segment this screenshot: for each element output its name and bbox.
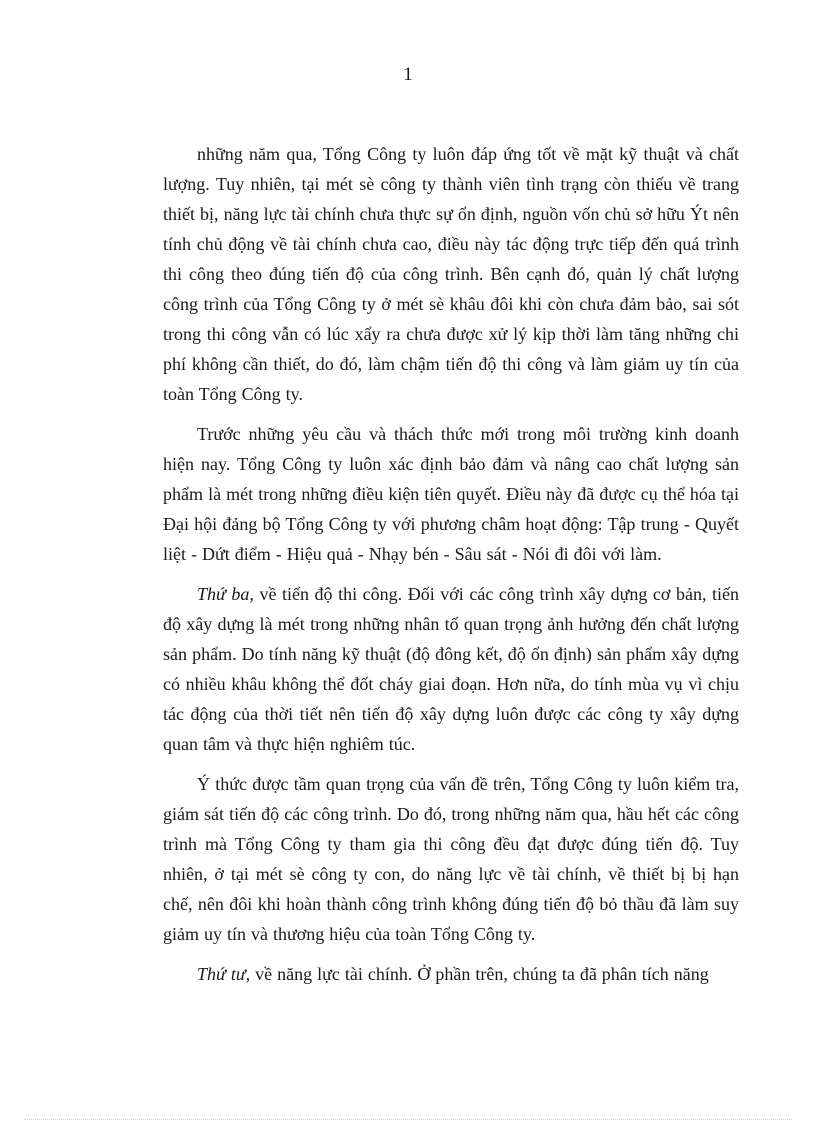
paragraph-4 [163, 769, 739, 949]
paragraph-2 [163, 419, 739, 569]
paragraph-1 [163, 139, 739, 409]
paragraph-3-lead: Thứ ba, [197, 584, 254, 604]
paragraph-2-text: Trước những yêu cầu và thách thức mới trong môi trường kinh doanh hiện nay. Tổng Công ty luôn xác định bảo đảm và nâng cao chất lượng sản phẩm là mét trong những điều kiện tiên quyết. Điều này đã được cụ thể hóa tại Đại hội đảng bộ Tổng Công ty với phương châm hoạt động: Tập trung - Quyết liệt - Dứt điểm - Hiệu quả - Nhạy bén - Sâu sát - Nói đi đôi với làm. [163, 424, 739, 564]
paragraph-3-text: về tiến độ thi công. Đối với các công trình xây dựng cơ bản, tiến độ xây dựng là mét trong những nhân tố quan trọng ảnh hưởng đến chất lượng sản phẩm. Do tính năng kỹ thuật (độ đông kết, độ ổn định) sản phẩm xây dựng có nhiều khâu không thể đốt cháy giai đoạn. Hơn nữa, do tính mùa vụ vì chịu tác động của thời tiết nên tiến độ xây dựng luôn được các công ty xây dựng quan tâm và thực hiện nghiêm túc. [163, 584, 739, 754]
paragraph-4-text: Ý thức được tầm quan trọng của vấn đề trên, Tổng Công ty luôn kiểm tra, giám sát tiến độ các công trình. Do đó, trong những năm qua, hầu hết các công trình mà Tổng Công ty tham gia thi công đều đạt được đúng tiến độ. Tuy nhiên, ở tại mét sè công ty con, do năng lực về tài chính, về thiết bị bị hạn chế, nên đôi khi hoàn thành công trình không đúng tiến độ bỏ thầu đã làm suy giảm uy tín và thương hiệu của toàn Tổng Công ty. [163, 774, 739, 944]
paragraph-5 [163, 959, 739, 989]
document-body [163, 139, 739, 989]
paragraph-5-lead: Thứ tư, [197, 964, 251, 984]
page-number: 1 [403, 64, 413, 85]
page-bottom-divider [24, 1119, 792, 1120]
paragraph-1-text: những năm qua, Tổng Công ty luôn đáp ứng tốt về mặt kỹ thuật và chất lượng. Tuy nhiên, tại mét sè công ty thành viên tình trạng còn thiếu về trang thiết bị, năng lực tài chính chưa thực sự ổn định, nguồn vốn chủ sở hữu Ýt nên tính chủ động về tài chính chưa cao, điều này tác động trực tiếp đến quá trình thi công theo đúng tiến độ của công trình. Bên cạnh đó, quản lý chất lượng công trình của Tổng Công ty ở mét sè khâu đôi khi còn chưa đảm bảo, sai sót trong thi công vẫn có lúc xẩy ra chưa được xử lý kịp thời làm tăng những chi phí không cần thiết, do đó, làm chậm tiến độ thi công và làm giảm uy tín của toàn Tổng Công ty. [163, 144, 739, 404]
paragraph-3 [163, 579, 739, 759]
paragraph-5-text: về năng lực tài chính. Ở phần trên, chúng ta đã phân tích năng [250, 964, 709, 984]
